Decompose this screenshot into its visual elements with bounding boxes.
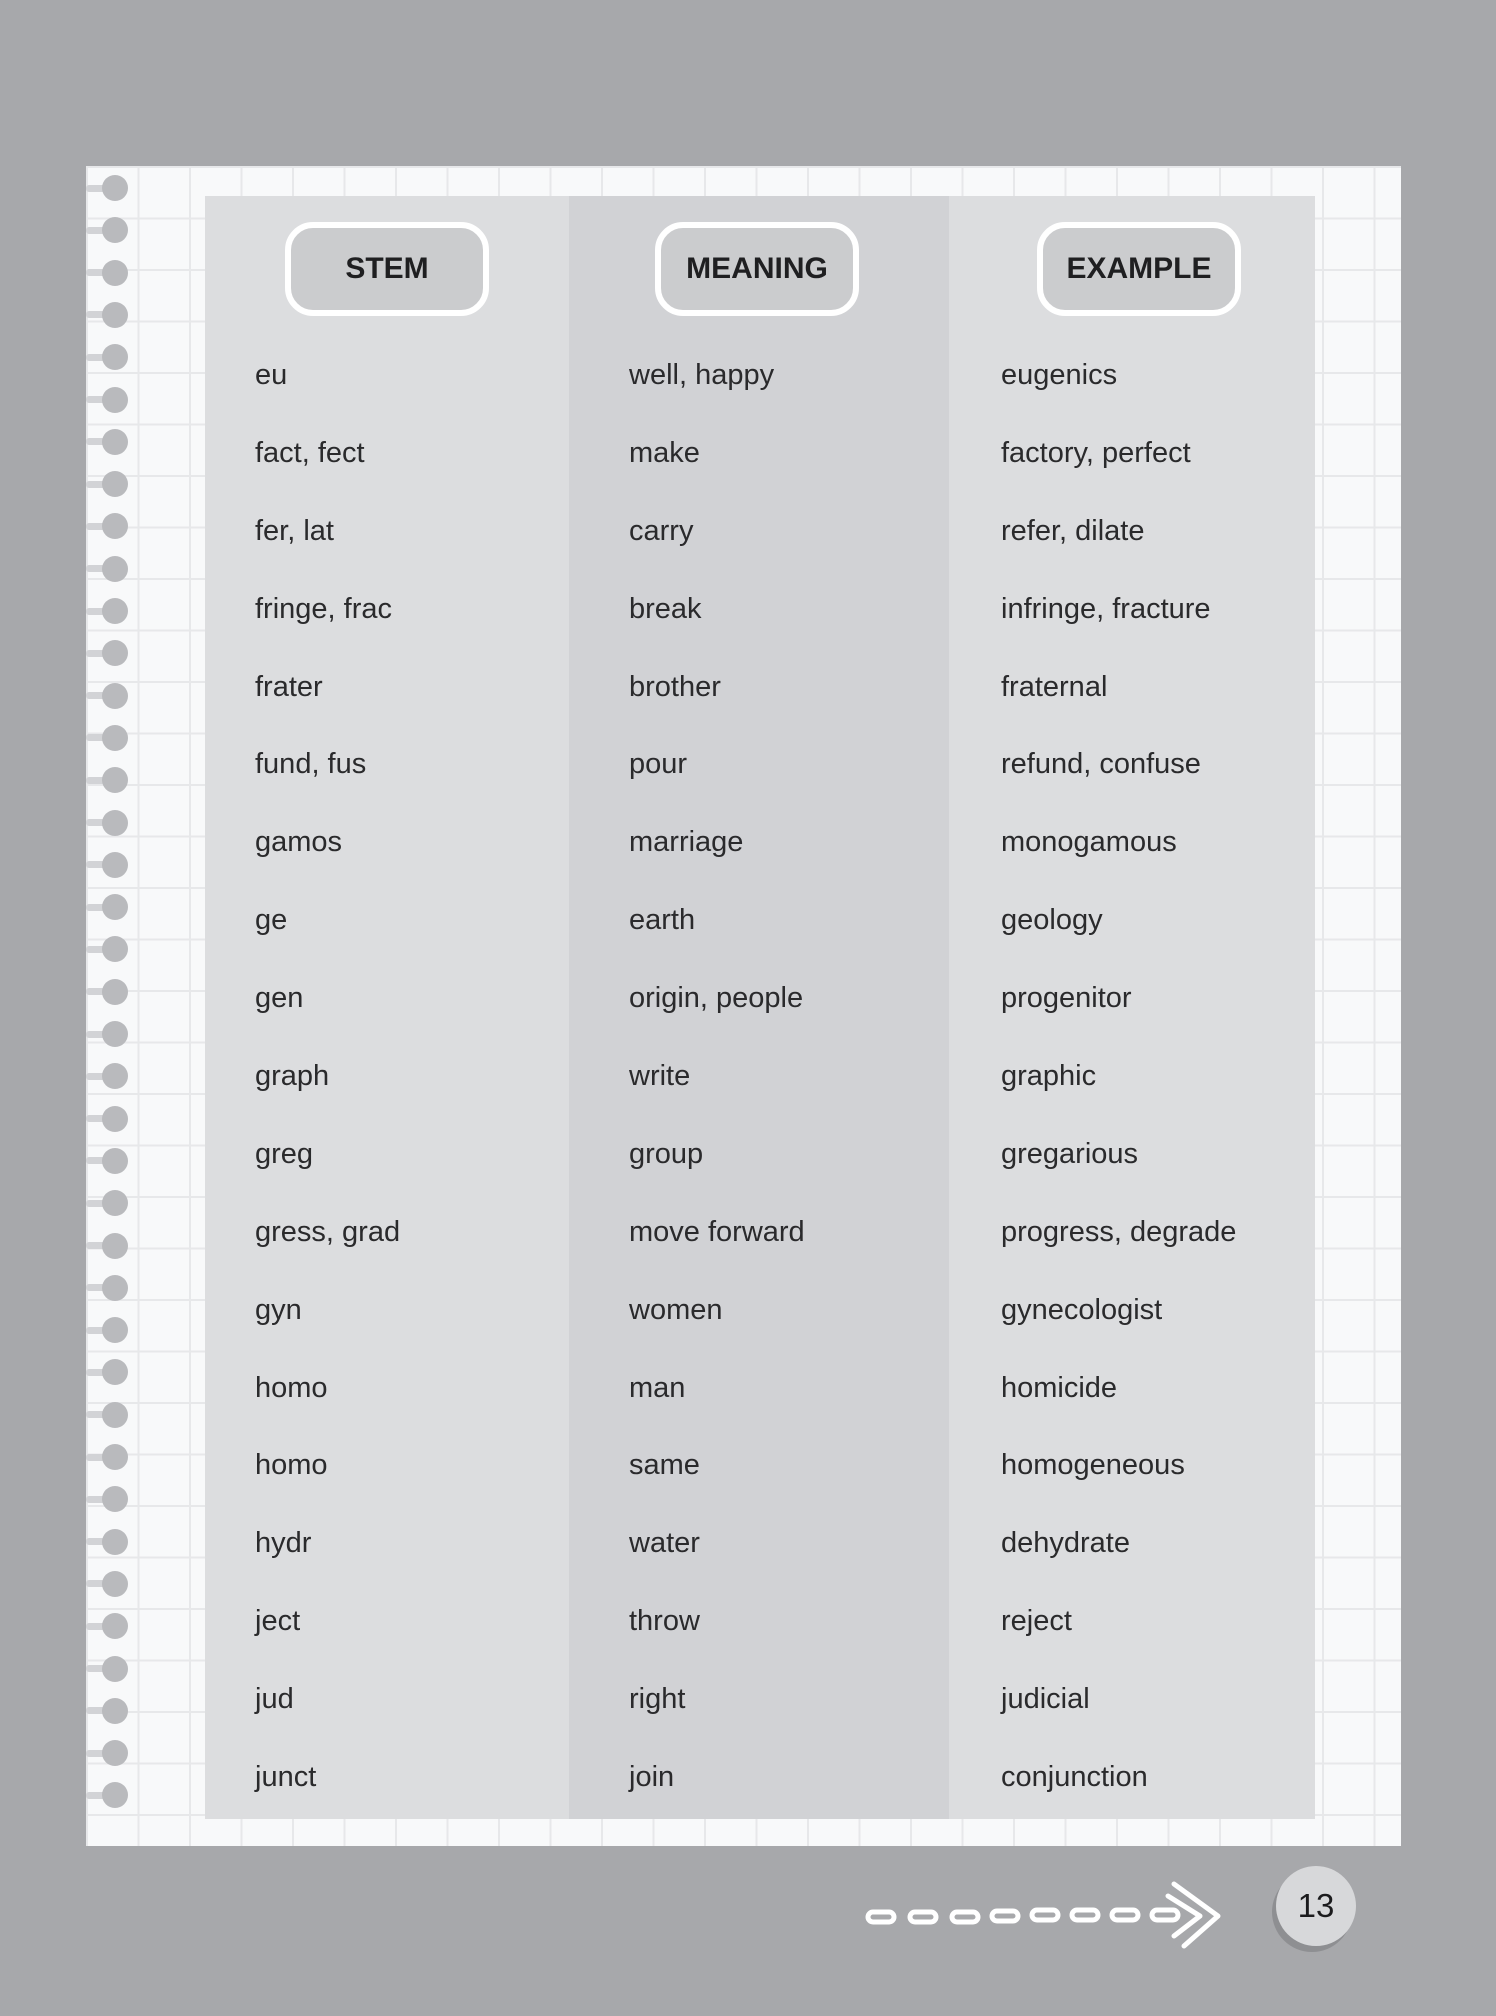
binding-ring	[86, 1234, 128, 1258]
binding-ring	[86, 1107, 128, 1131]
stem-column	[205, 196, 569, 1819]
meaning-cell: group	[629, 1137, 704, 1170]
example-cell: reject	[1001, 1605, 1072, 1638]
stem-cell: gamos	[255, 826, 343, 859]
binding-ring	[86, 1741, 128, 1765]
meaning-cell: pour	[629, 748, 688, 781]
meaning-cell: well, happy	[629, 359, 775, 391]
binding-ring	[86, 726, 128, 750]
page-number: 13	[1276, 1866, 1356, 1946]
example-cell: infringe, fracture	[1001, 592, 1211, 625]
binding-ring	[86, 514, 128, 538]
example-cell: geology	[1001, 904, 1103, 937]
stem-cell: jud	[255, 1683, 294, 1716]
binding-ring	[86, 768, 128, 792]
binding-ring	[86, 261, 128, 285]
binding-ring	[86, 1530, 128, 1554]
meaning-header: MEANING	[655, 222, 859, 316]
binding-ring	[86, 430, 128, 454]
binding-ring	[86, 1276, 128, 1300]
stem-header: STEM	[285, 222, 489, 316]
example-cell: homogeneous	[1001, 1449, 1185, 1482]
example-cell: progress, degrade	[1001, 1215, 1237, 1248]
binding-ring	[86, 853, 128, 877]
stem-cell: homo	[255, 1371, 328, 1404]
stem-cell: homo	[255, 1449, 328, 1482]
meaning-cell: make	[629, 436, 700, 469]
binding-ring	[86, 345, 128, 369]
binding-ring	[86, 1487, 128, 1511]
example-cell: homicide	[1001, 1371, 1118, 1404]
stem-cell: fer, lat	[255, 514, 334, 547]
example-cell: judicial	[1001, 1683, 1090, 1716]
example-cell: conjunction	[1001, 1761, 1148, 1794]
binding-ring	[86, 472, 128, 496]
binding-ring	[86, 1657, 128, 1681]
binding-ring	[86, 176, 128, 200]
stem-cell: gen	[255, 982, 304, 1015]
meaning-cell: break	[629, 592, 702, 625]
word-stem-table	[205, 196, 1315, 1819]
meaning-cell: brother	[629, 670, 721, 703]
binding-ring	[86, 684, 128, 708]
binding-ring	[86, 1403, 128, 1427]
example-column	[949, 196, 1315, 1819]
example-cell: refund, confuse	[1001, 748, 1201, 781]
meaning-cell: same	[629, 1449, 700, 1482]
binding-ring	[86, 1149, 128, 1173]
binding-ring	[86, 980, 128, 1004]
stem-cell: frater	[255, 670, 323, 703]
stem-cells	[255, 342, 569, 1822]
stem-cell: ject	[255, 1605, 301, 1638]
binding-ring	[86, 641, 128, 665]
example-cell: progenitor	[1001, 982, 1132, 1015]
binding-ring	[86, 1191, 128, 1215]
example-cell: gregarious	[1001, 1137, 1139, 1170]
stem-cell: junct	[255, 1761, 317, 1794]
meaning-cell: write	[629, 1060, 691, 1093]
meaning-cell: earth	[629, 904, 696, 937]
example-cells	[1001, 342, 1315, 1822]
stem-cell: greg	[255, 1137, 314, 1170]
stem-cell: gyn	[255, 1293, 302, 1326]
binding-ring	[86, 1360, 128, 1384]
stem-cell: fringe, frac	[255, 592, 392, 625]
binding-ring	[86, 599, 128, 623]
binding-ring	[86, 1572, 128, 1596]
next-page-arrow-icon	[862, 1870, 1230, 1950]
meaning-cells	[629, 342, 949, 1822]
stem-cell: fund, fus	[255, 748, 367, 781]
stem-cell: graph	[255, 1060, 330, 1093]
meaning-column	[569, 196, 949, 1819]
meaning-cell: water	[629, 1527, 700, 1560]
meaning-cell: right	[629, 1683, 686, 1716]
binding-ring	[86, 937, 128, 961]
binding-ring	[86, 1783, 128, 1807]
binding-ring	[86, 1022, 128, 1046]
example-cell: fraternal	[1001, 670, 1108, 703]
example-cell: monogamous	[1001, 826, 1177, 859]
stem-cell: ge	[255, 904, 288, 937]
binding-ring	[86, 1445, 128, 1469]
binding-ring	[86, 811, 128, 835]
binding-ring	[86, 1614, 128, 1638]
stem-cell: eu	[255, 359, 288, 391]
meaning-cell: carry	[629, 514, 694, 547]
meaning-cell: origin, people	[629, 982, 804, 1015]
meaning-cell: marriage	[629, 826, 744, 859]
meaning-cell: throw	[629, 1605, 700, 1638]
stem-cell: gress, grad	[255, 1215, 401, 1248]
example-cell: factory, perfect	[1001, 436, 1191, 469]
spiral-binding	[86, 176, 136, 1836]
example-cell: graphic	[1001, 1060, 1097, 1093]
example-header: EXAMPLE	[1037, 222, 1241, 316]
stem-cell: hydr	[255, 1527, 312, 1560]
binding-ring	[86, 1064, 128, 1088]
example-cell: refer, dilate	[1001, 514, 1145, 547]
binding-ring	[86, 218, 128, 242]
binding-ring	[86, 557, 128, 581]
binding-ring	[86, 1699, 128, 1723]
meaning-cell: move forward	[629, 1215, 805, 1248]
binding-ring	[86, 388, 128, 412]
binding-ring	[86, 1318, 128, 1342]
example-cell: gynecologist	[1001, 1293, 1163, 1326]
binding-ring	[86, 895, 128, 919]
binding-ring	[86, 303, 128, 327]
meaning-cell: women	[629, 1293, 723, 1326]
meaning-cell: join	[629, 1761, 675, 1794]
example-cell: dehydrate	[1001, 1527, 1130, 1560]
example-cell: eugenics	[1001, 359, 1118, 391]
meaning-cell: man	[629, 1371, 686, 1404]
stem-cell: fact, fect	[255, 436, 365, 469]
